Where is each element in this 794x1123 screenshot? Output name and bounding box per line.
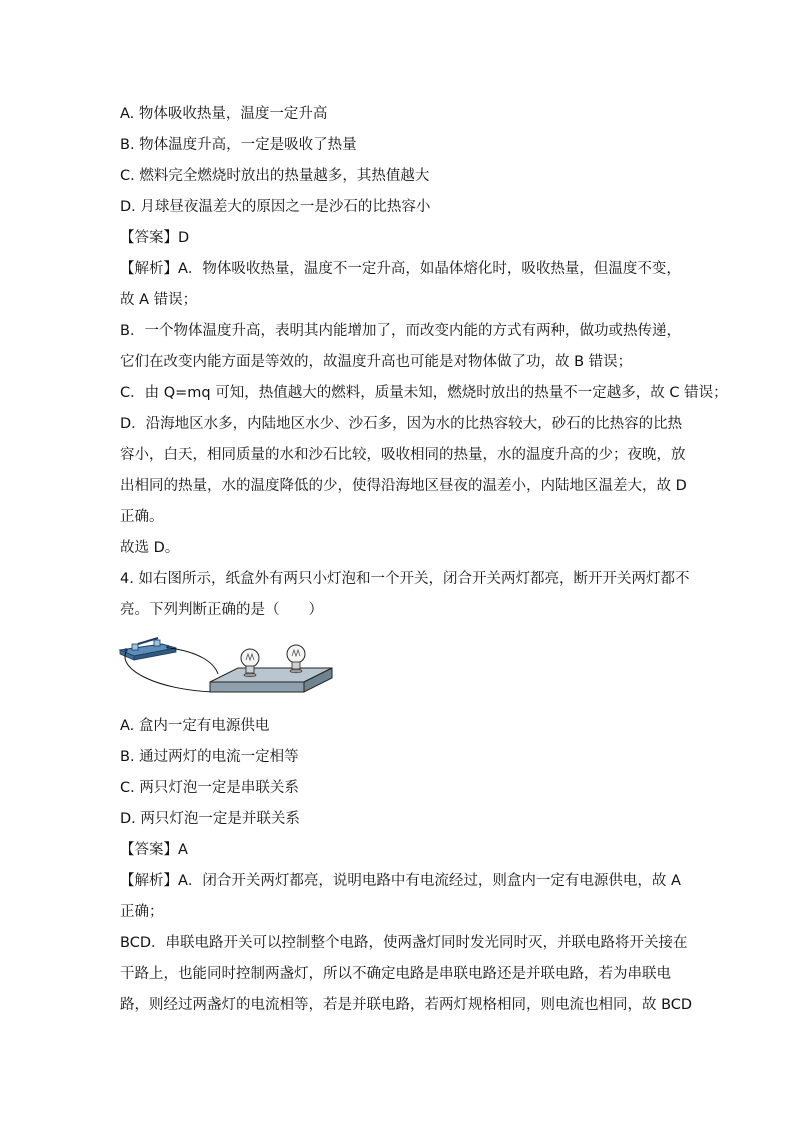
q3-analysis-line-9: 正确。	[120, 509, 164, 525]
q4-option-d: D. 两只灯泡一定是并联关系	[120, 811, 300, 827]
q4-analysis-line-2: 正确；	[120, 904, 164, 920]
q3-analysis-line-8: 出相同的热量，水的温度降低的少，使得沿海地区昼夜的温差小，内陆地区温差大，故 D	[120, 478, 687, 494]
switch-icon	[120, 638, 176, 660]
q4-analysis-line-3: BCD．串联电路开关可以控制整个电路，使两盏灯同时发光同时灭，并联电路将开关接在	[120, 935, 688, 951]
q4-analysis-line-5: 路，则经过两盏灯的电流相等，若是并联电路，若两灯规格相同，则电流也相同，故 BCD	[120, 997, 693, 1013]
q3-option-c: C. 燃料完全燃烧时放出的热量越多，其热值越大	[120, 168, 430, 184]
q3-analysis-line-7: 容小，白天，相同质量的水和沙石比较，吸收相同的热量，水的温度升高的少；夜晚，放	[120, 447, 686, 463]
circuit-box-figure	[118, 634, 338, 706]
q3-analysis-line-2: 故 A 错误；	[120, 292, 198, 308]
q3-option-b: B. 物体温度升高，一定是吸收了热量	[120, 137, 357, 153]
q4-stem-line-1: 4. 如右图所示，纸盒外有两只小灯泡和一个开关，闭合开关两灯都亮，断开开关两灯都不	[120, 571, 690, 587]
q3-analysis-line-3: B．一个物体温度升高，表明其内能增加了，而改变内能的方式有两种，做功或热传递，	[120, 323, 681, 339]
q4-answer: 【答案】A	[120, 842, 188, 858]
q3-analysis-line-6: D．沿海地区水多，内陆地区水少、沙石多，因为水的比热容较大，砂石的比热容的比热	[120, 416, 683, 432]
paper-box	[210, 668, 332, 692]
q4-analysis-line-4: 干路上，也能同时控制两盏灯，所以不确定电路是串联电路还是并联电路，若为串联电	[120, 966, 671, 982]
q4-option-b: B. 通过两灯的电流一定相等	[120, 749, 299, 765]
q3-analysis-line-1: 【解析】A．物体吸收热量，温度不一定升高，如晶体熔化时，吸收热量，但温度不变，	[120, 261, 681, 277]
q3-option-d: D. 月球昼夜温差大的原因之一是沙石的比热容小	[120, 199, 431, 215]
q4-analysis-line-1: 【解析】A．闭合开关两灯都亮，说明电路中有电流经过，则盒内一定有电源供电，故 A	[120, 873, 681, 889]
q3-analysis-line-5: C．由 Q=mq 可知，热值越大的燃料，质量未知，燃烧时放出的热量不一定越多，故 C 错误；	[120, 385, 728, 401]
q3-option-a: A. 物体吸收热量，温度一定升高	[120, 106, 328, 122]
q3-answer: 【答案】D	[120, 230, 190, 246]
q4-stem-line-2: 亮。下列判断正确的是（ ）	[120, 602, 323, 618]
q3-analysis-line-4: 它们在改变内能方面是等效的，故温度升高也可能是对物体做了功，故 B 错误；	[120, 354, 633, 370]
q4-option-c: C. 两只灯泡一定是串联关系	[120, 780, 299, 796]
q4-option-a: A. 盒内一定有电源供电	[120, 718, 270, 734]
q3-analysis-line-10: 故选 D。	[120, 540, 180, 556]
